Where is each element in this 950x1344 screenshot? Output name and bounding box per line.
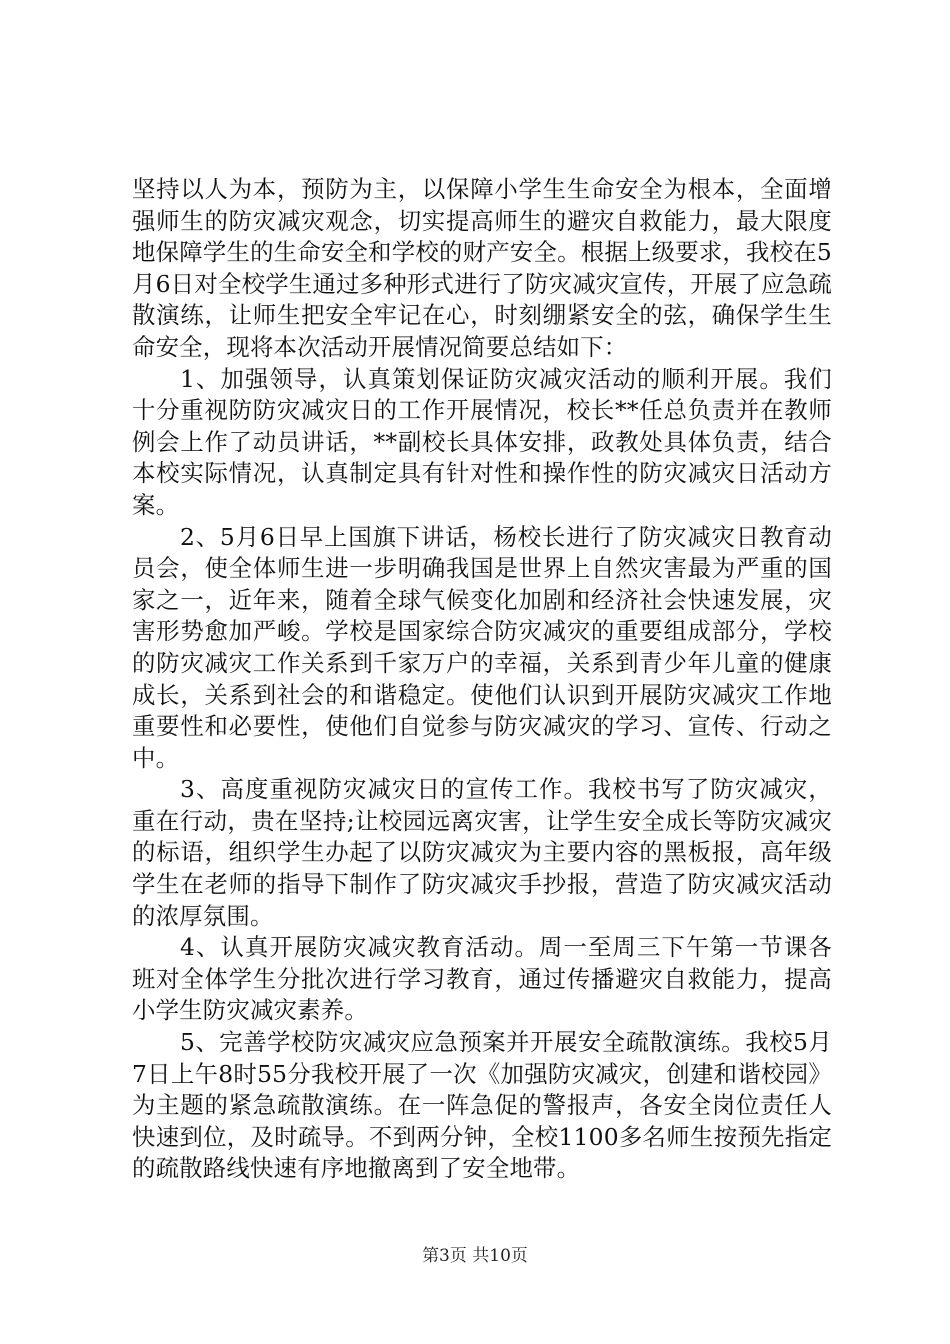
- document-body: [132, 174, 832, 1185]
- paragraph-item-1: 1、加强领导，认真策划保证防灾减灾活动的顺利开展。我们十分重视防防灾减灾日的工作开展情况，校长**任总负责并在教师例会上作了动员讲话，**副校长具体安排，政教处具体负责，结合本校实际情况，认真制定具有针对性和操作性的防灾减灾日活动方案。: [132, 364, 832, 519]
- paragraph-item-3: 3、高度重视防灾减灾日的宣传工作。我校书写了防灾减灾，重在行动，贵在坚持;让校园远离灾害，让学生安全成长等防灾减灾的标语，组织学生办起了以防灾减灾为主要内容的黑板报，高年级学生在老师的指导下制作了防灾减灾手抄报，营造了防灾减灾活动的浓厚氛围。: [132, 775, 832, 930]
- paragraph-intro: 坚持以人为本，预防为主，以保障小学生生命安全为根本，全面增强师生的防灾减灾观念，切实提高师生的避灾自救能力，最大限度地保障学生的生命安全和学校的财产安全。根据上级要求，我校在5月6日对全校学生通过多种形式进行了防灾减灾宣传，开展了应急疏散演练，让师生把安全牢记在心，时刻绷紧安全的弦，确保学生生命安全，现将本次活动开展情况简要总结如下：: [132, 175, 832, 361]
- paragraph-item-4: 4、认真开展防灾减灾教育活动。周一至周三下午第一节课各班对全体学生分批次进行学习教育，通过传播避灾自救能力，提高小学生防灾减灾素养。: [132, 933, 832, 1025]
- paragraph-item-2: 2、5月6日早上国旗下讲话，杨校长进行了防灾减灾日教育动员会，使全体师生进一步明确我国是世界上自然灾害最为严重的国家之一，近年来，随着全球气候变化加剧和经济社会快速发展，灾害形势愈加严峻。学校是国家综合防灾减灾的重要组成部分，学校的防灾减灾工作关系到千家万户的幸福，关系到青少年儿童的健康成长，关系到社会的和谐稳定。使他们认识到开展防灾减灾工作地重要性和必要性，使他们自觉参与防灾减灾的学习、宣传、行动之中。: [132, 522, 832, 772]
- paragraph-item-5: 5、完善学校防灾减灾应急预案并开展安全疏散演练。我校5月7日上午8时55分我校开展了一次《加强防灾减灾，创建和谐校园》为主题的紧急疏散演练。在一阵急促的警报声，各安全岗位责任人快速到位，及时疏导。不到两分钟，全校1100多名师生按预先指定的疏散路线快速有序地撤离到了安全地带。: [132, 1028, 832, 1183]
- page-number: 第3页 共10页: [422, 1246, 528, 1266]
- page-footer: [0, 1245, 950, 1267]
